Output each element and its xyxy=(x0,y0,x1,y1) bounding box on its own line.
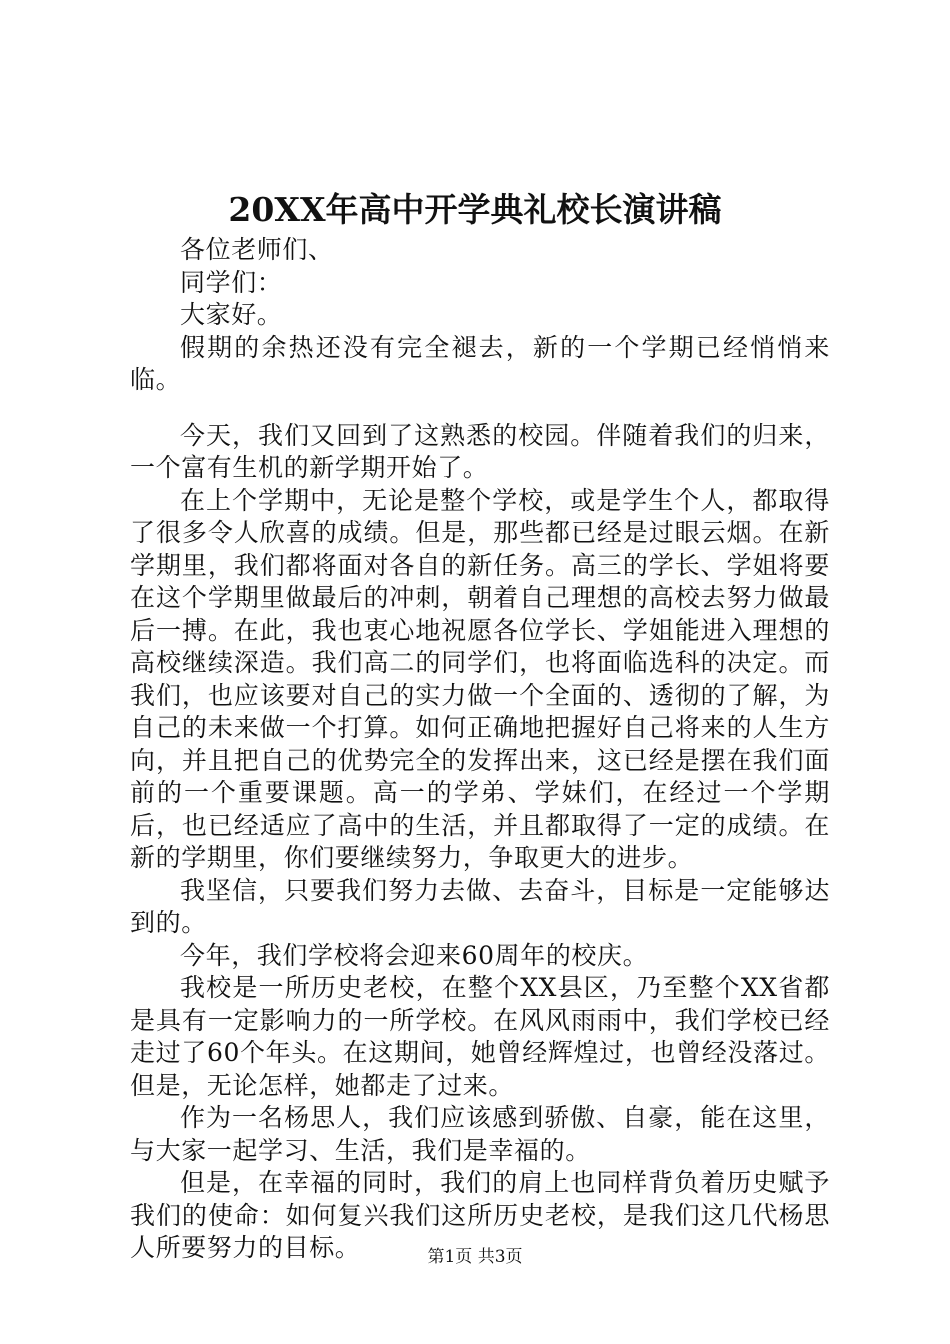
greeting-line: 大家好。 xyxy=(180,300,283,329)
paragraph: 我校是一所历史老校，在整个XX县区，乃至整个XX省都是具有一定影响力的一所学校。在风风雨雨中，我们学校已经走过了60个年头。在这期间，她曾经辉煌过，也曾经没落过。但是，无论怎样，她都走了过来。 xyxy=(130,973,830,1100)
page-number-footer: 第1页 共3页 xyxy=(427,1247,523,1267)
paragraph: 假期的余热还没有完全褪去，新的一个学期已经悄悄来临。 xyxy=(130,332,830,394)
paragraph: 我坚信，只要我们努力去做、去奋斗，目标是一定能够达到的。 xyxy=(130,875,830,937)
paragraph: 但是，在幸福的同时，我们的肩上也同样背负着历史赋予我们的使命：如何复兴我们这所历史老校，是我们这几代杨思人所要努力的目标。 xyxy=(130,1168,830,1262)
paragraph-spacer xyxy=(130,397,830,420)
salutation-line: 同学们： xyxy=(180,267,283,297)
paragraph: 在上个学期中，无论是整个学校，或是学生个人，都取得了很多令人欣喜的成绩。但是，那些都已经是过眼云烟。在新学期里，我们都将面对各自的新任务。高三的学长、学姐将要在这个学期里做最后的冲刺，朝着自己理想的高校去努力做最后一搏。在此，我也衷心地祝愿各位学长、学姐能进入理想的高校继续深造。我们高二的同学们，也将面临选科的决定。而我们，也应该要对自己的实力做一个全面的、透彻的了解，为自己的未来做一个打算。如何正确地把握好自己将来的人生方向，并且把自己的优势完全的发挥出来，这已经是摆在我们面前的一个重要课题。高一的学弟、学妹们，在经过一个学期后，也已经适应了高中的生活，并且都取得了一定的成绩。在新的学期里，你们要继续努力，争取更大的进步。 xyxy=(130,485,830,872)
paragraph: 今天，我们又回到了这熟悉的校园。伴随着我们的归来，一个富有生机的新学期开始了。 xyxy=(130,420,830,482)
paragraph: 作为一名杨思人，我们应该感到骄傲、自豪，能在这里，与大家一起学习、生活，我们是幸福的。 xyxy=(130,1103,830,1165)
document-body xyxy=(130,234,830,1265)
page-title: 20XX年高中开学典礼校长演讲稿 xyxy=(228,190,722,229)
paragraph: 今年，我们学校将会迎来60周年的校庆。 xyxy=(180,940,649,970)
salutation-line: 各位老师们、 xyxy=(180,235,334,264)
